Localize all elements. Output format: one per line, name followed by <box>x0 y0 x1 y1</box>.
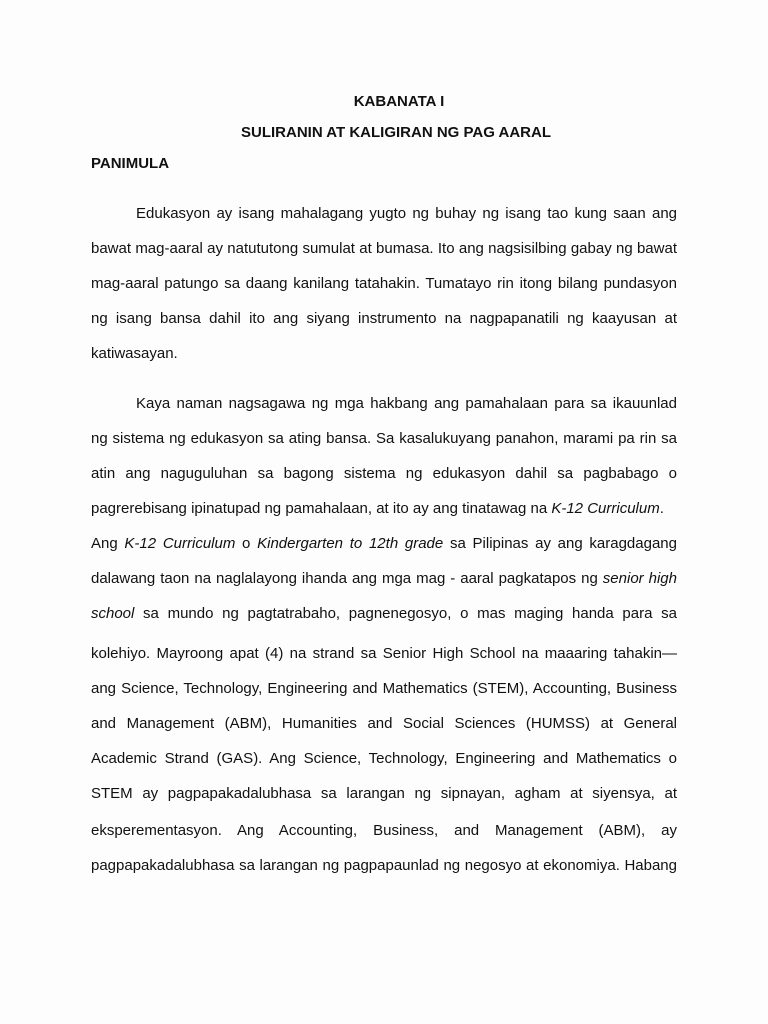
paragraph-1-line: katiwasayan. <box>91 345 178 362</box>
paragraph-2-line <box>91 605 677 623</box>
paragraph-1-line: mag-aaral patungo sa daang kanilang tatahakin. Tumatayo rin itong bilang pundasyon <box>91 275 677 292</box>
paragraph-2-line: pagpapakadalubhasa sa larangan ng pagpapaunlad ng negosyo at ekonomiya. Habang <box>91 857 677 874</box>
paragraph-2-line: atin ang naguguluhan sa bagong sistema ng edukasyon dahil sa pagbabago o <box>91 465 677 482</box>
text-run: Ang <box>91 535 125 552</box>
text-run: . <box>659 500 664 517</box>
text-run: sa Pilipinas ay ang karagdagang <box>443 535 677 552</box>
paragraph-2-line: Academic Strand (GAS). Ang Science, Technology, Engineering and Mathematics o <box>91 750 677 767</box>
paragraph-2-line: kolehiyo. Mayroong apat (4) na strand sa Senior High School na maaaring tahakin— <box>91 645 677 662</box>
paragraph-2-line: and Management (ABM), Humanities and Social Sciences (HUMSS) at General <box>91 715 677 732</box>
paragraph-2-line: Kaya naman nagsagawa ng mga hakbang ang pamahalaan para sa ikauunlad <box>136 395 677 412</box>
chapter-title: KABANATA I <box>353 93 445 110</box>
section-heading: PANIMULA <box>91 155 170 172</box>
paragraph-1-line: ng isang bansa dahil ito ang siyang instrumento na nagpapanatili ng kaayusan at <box>91 310 677 327</box>
text-run: o <box>235 535 258 552</box>
paragraph-2-line: ng sistema ng edukasyon sa ating bansa. Sa kasalukuyang panahon, marami pa rin sa <box>91 430 677 447</box>
text-run: dalawang taon na naglalayong ihanda ang mga mag - aaral pagkatapos ng <box>91 570 603 587</box>
paragraph-2-line: eksperementasyon. Ang Accounting, Business, and Management (ABM), ay <box>91 822 677 839</box>
italic-term: senior high <box>602 570 677 587</box>
italic-term: Kindergarten to 12th grade <box>257 535 444 552</box>
italic-term: K-12 Curriculum <box>551 500 660 517</box>
paragraph-2-line <box>91 500 677 518</box>
text-run: sa mundo ng pagtatrabaho, pagnenegosyo, o mas maging handa para sa <box>134 605 677 622</box>
chapter-subtitle: SULIRANIN AT KALIGIRAN NG PAG AARAL <box>241 124 551 141</box>
paragraph-2-line: ang Science, Technology, Engineering and Mathematics (STEM), Accounting, Business <box>91 680 677 697</box>
paragraph-2-line <box>91 535 677 553</box>
paragraph-1-line: Edukasyon ay isang mahalagang yugto ng buhay ng isang tao kung saan ang <box>136 205 677 222</box>
italic-term: school <box>91 605 135 622</box>
paragraph-1-line: bawat mag-aaral ay natututong sumulat at bumasa. Ito ang nagsisilbing gabay ng bawat <box>91 240 677 257</box>
paragraph-2-line: STEM ay pagpapakadalubhasa sa larangan ng sipnayan, agham at siyensya, at <box>91 785 677 802</box>
italic-term: K-12 Curriculum <box>124 535 236 552</box>
text-run: pagrerebisang ipinatupad ng pamahalaan, at ito ay ang tinatawag na <box>91 500 552 517</box>
paragraph-2-line <box>91 570 677 588</box>
